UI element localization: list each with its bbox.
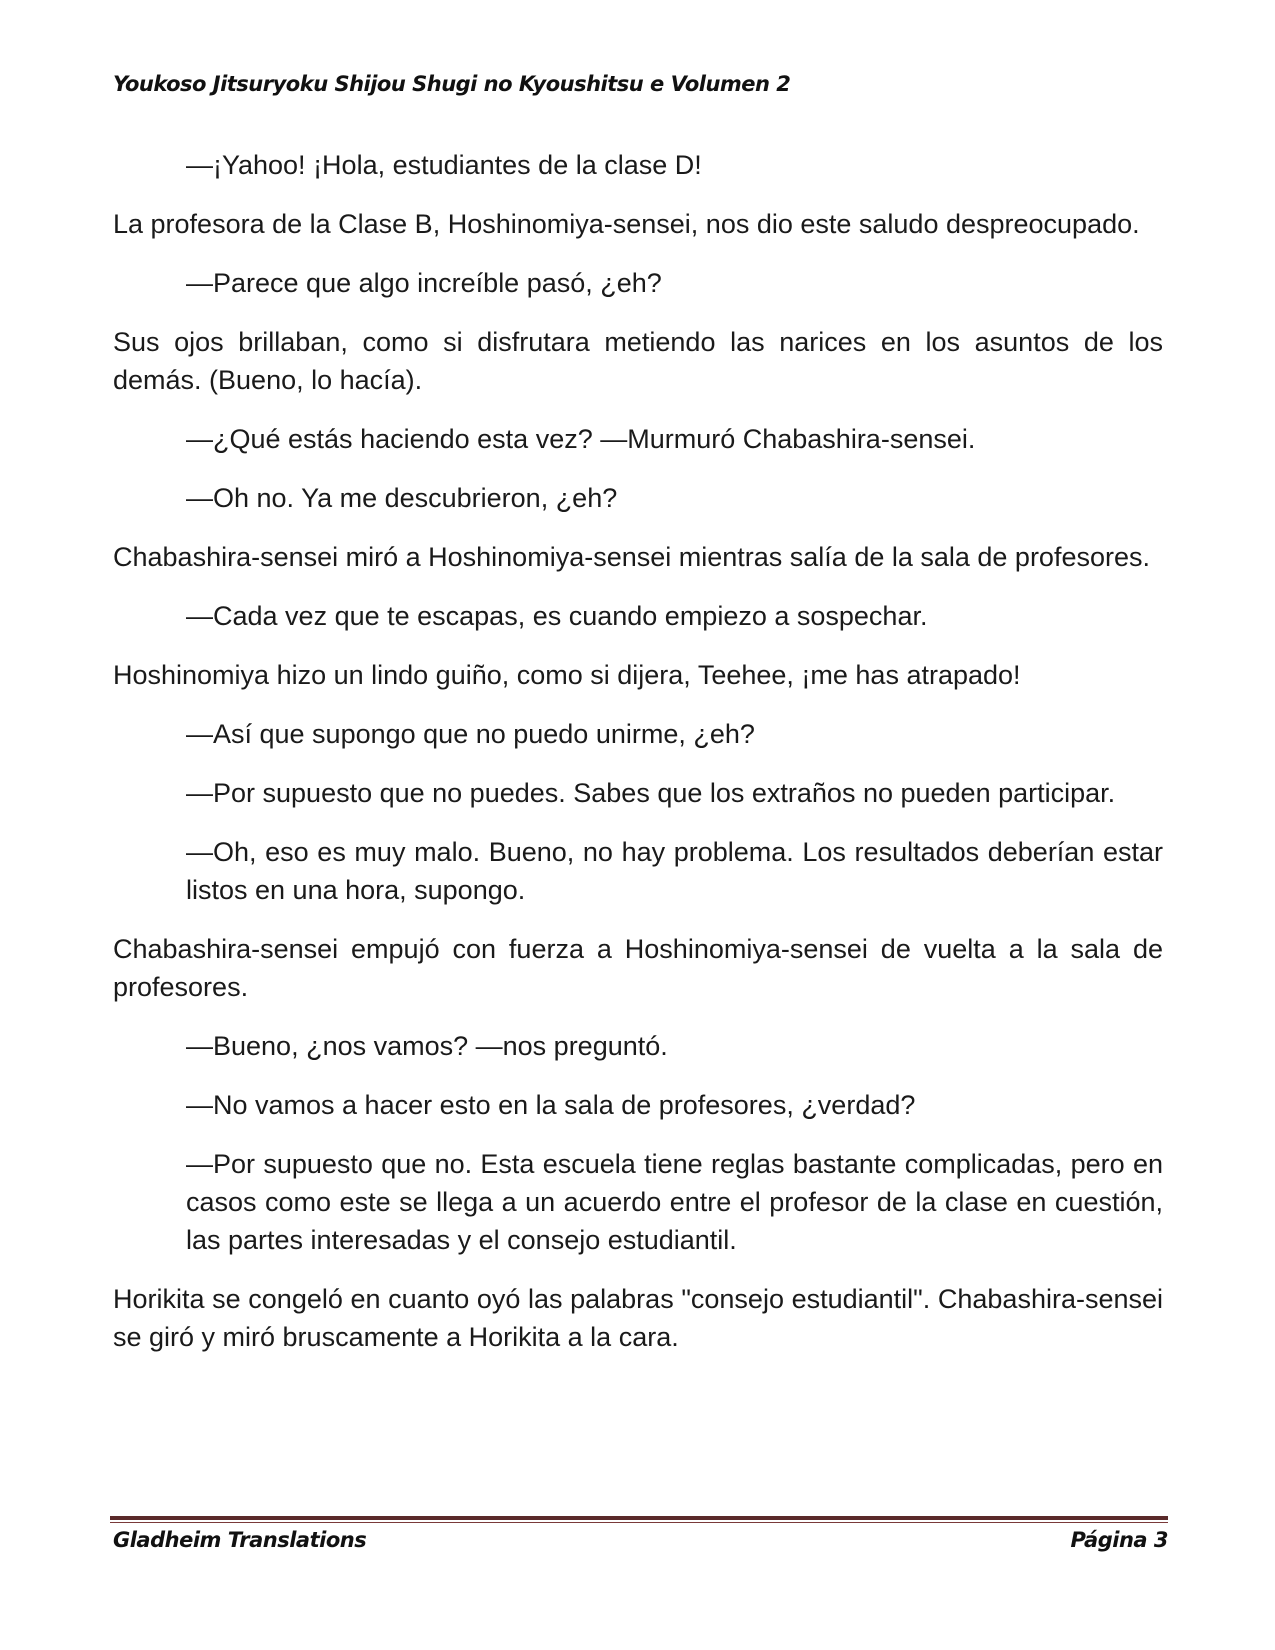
paragraph: —¿Qué estás haciendo esta vez? —Murmuró Chabashira-sensei. xyxy=(186,424,976,454)
paragraph: Chabashira-sensei miró a Hoshinomiya-sensei mientras salía de la sala de profesores. xyxy=(113,542,1150,572)
paragraph: —Parece que algo increíble pasó, ¿eh? xyxy=(186,268,662,298)
paragraph: Horikita se congeló en cuanto oyó las palabras "consejo estudiantil". Chabashira-sensei se giró y miró bruscamente a Horikita a la cara. xyxy=(113,1284,1163,1352)
footer-divider xyxy=(110,1516,1168,1520)
paragraph: —Así que supongo que no puedo unirme, ¿eh? xyxy=(186,719,755,749)
paragraph: La profesora de la Clase B, Hoshinomiya-sensei, nos dio este saludo despreocupado. xyxy=(113,209,1140,239)
paragraph: —¡Yahoo! ¡Hola, estudiantes de la clase D! xyxy=(186,150,702,180)
paragraph: —Cada vez que te escapas, es cuando empiezo a sospechar. xyxy=(186,601,928,631)
paragraph: —Bueno, ¿nos vamos? —nos preguntó. xyxy=(186,1031,668,1061)
footer-translator: Gladheim Translations xyxy=(113,1528,367,1552)
footer-page-number: Página 3 xyxy=(1070,1528,1168,1552)
paragraph: Sus ojos brillaban, como si disfrutara metiendo las narices en los asuntos de los demás. (Bueno, lo hacía). xyxy=(113,327,1163,395)
paragraph: —Oh no. Ya me descubrieron, ¿eh? xyxy=(186,483,618,513)
body-text xyxy=(113,146,1163,1377)
paragraph: —Por supuesto que no puedes. Sabes que los extraños no pueden participar. xyxy=(186,778,1116,808)
page-header-title: Youkoso Jitsuryoku Shijou Shugi no Kyoushitsu e Volumen 2 xyxy=(113,72,791,96)
paragraph: Chabashira-sensei empujó con fuerza a Hoshinomiya-sensei de vuelta a la sala de profesores. xyxy=(113,934,1163,1002)
paragraph: —Oh, eso es muy malo. Bueno, no hay problema. Los resultados deberían estar listos en una hora, supongo. xyxy=(186,837,1163,905)
paragraph: Hoshinomiya hizo un lindo guiño, como si dijera, Teehee, ¡me has atrapado! xyxy=(113,660,1021,690)
footer-divider-thin xyxy=(110,1522,1168,1523)
paragraph: —Por supuesto que no. Esta escuela tiene reglas bastante complicadas, pero en casos como este se llega a un acuerdo entre el profesor de la clase en cuestión, las partes interesadas y el consejo estudiantil. xyxy=(186,1149,1163,1255)
paragraph: —No vamos a hacer esto en la sala de profesores, ¿verdad? xyxy=(186,1090,916,1120)
